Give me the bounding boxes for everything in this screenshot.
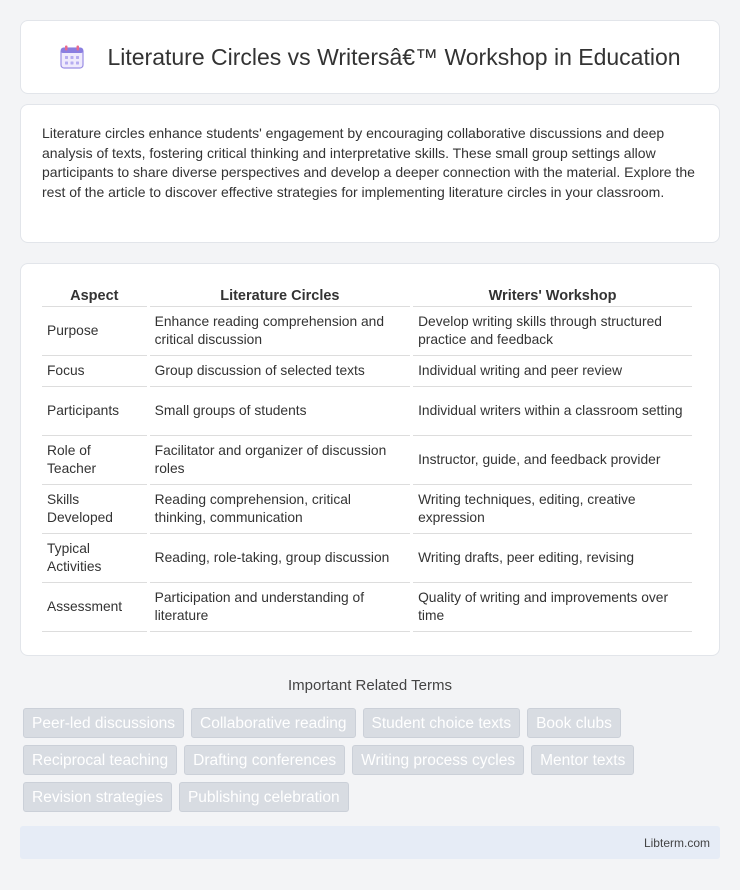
comparison-table	[39, 284, 695, 632]
related-term-tag[interactable]: Drafting conferences	[184, 745, 345, 775]
calendar-icon	[59, 44, 85, 70]
table-row	[42, 307, 692, 356]
row-aspect: Participants	[42, 387, 147, 436]
related-term-tag[interactable]: Collaborative reading	[191, 708, 355, 738]
related-term-tag[interactable]: Peer-led discussions	[23, 708, 184, 738]
row-literature-circles: Reading, role-taking, group discussion	[150, 534, 410, 583]
comparison-table-card	[20, 263, 720, 656]
row-aspect: Assessment	[42, 583, 147, 632]
row-writers-workshop: Writing techniques, editing, creative expression	[413, 485, 692, 534]
row-writers-workshop: Writing drafts, peer editing, revising	[413, 534, 692, 583]
related-term-tag[interactable]: Writing process cycles	[352, 745, 524, 775]
row-literature-circles: Reading comprehension, critical thinking, communication	[150, 485, 410, 534]
row-literature-circles: Group discussion of selected texts	[150, 356, 410, 387]
row-aspect: Typical Activities	[42, 534, 147, 583]
table-row	[42, 356, 692, 387]
related-term-tag[interactable]: Mentor texts	[531, 745, 634, 775]
row-writers-workshop: Instructor, guide, and feedback provider	[413, 436, 692, 485]
row-aspect: Skills Developed	[42, 485, 147, 534]
intro-card	[20, 104, 720, 243]
table-header-row	[42, 284, 692, 307]
related-term-tag[interactable]: Reciprocal teaching	[23, 745, 177, 775]
row-aspect: Purpose	[42, 307, 147, 356]
column-header-writers-workshop: Writers' Workshop	[413, 284, 692, 307]
table-row	[42, 387, 692, 436]
related-terms-list	[23, 708, 723, 819]
table-row	[42, 436, 692, 485]
row-literature-circles: Participation and understanding of literature	[150, 583, 410, 632]
related-term-tag[interactable]: Revision strategies	[23, 782, 172, 812]
title-card	[20, 20, 720, 94]
row-writers-workshop: Individual writers within a classroom setting	[413, 387, 692, 436]
row-literature-circles: Enhance reading comprehension and critical discussion	[150, 307, 410, 356]
column-header-literature-circles: Literature Circles	[150, 284, 410, 307]
related-terms-heading: Important Related Terms	[288, 677, 452, 694]
table-row	[42, 534, 692, 583]
row-writers-workshop: Develop writing skills through structured practice and feedback	[413, 307, 692, 356]
related-term-tag[interactable]: Student choice texts	[363, 708, 521, 738]
footer	[20, 826, 720, 859]
row-writers-workshop: Individual writing and peer review	[413, 356, 692, 387]
related-term-tag[interactable]: Publishing celebration	[179, 782, 349, 812]
column-header-aspect: Aspect	[42, 284, 147, 307]
footer-site-link[interactable]: Libterm.com	[643, 836, 710, 850]
row-aspect: Role of Teacher	[42, 436, 147, 485]
row-literature-circles: Facilitator and organizer of discussion roles	[150, 436, 410, 485]
row-literature-circles: Small groups of students	[150, 387, 410, 436]
page-title: Literature Circles vs Writersâ€™ Workshop in Education	[107, 43, 681, 70]
table-row	[42, 485, 692, 534]
row-aspect: Focus	[42, 356, 147, 387]
table-row	[42, 583, 692, 632]
related-term-tag[interactable]: Book clubs	[527, 708, 621, 738]
row-writers-workshop: Quality of writing and improvements over time	[413, 583, 692, 632]
intro-paragraph: Literature circles enhance students' engagement by encouraging collaborative discussions and deep analysis of texts, fostering critical thinking and interpretative skills. These small group settings allow participants to share diverse perspectives and develop a deeper connection with the material. Explore the rest of the article to discover effective strategies for implementing literature circles in your classroom.	[42, 125, 695, 200]
